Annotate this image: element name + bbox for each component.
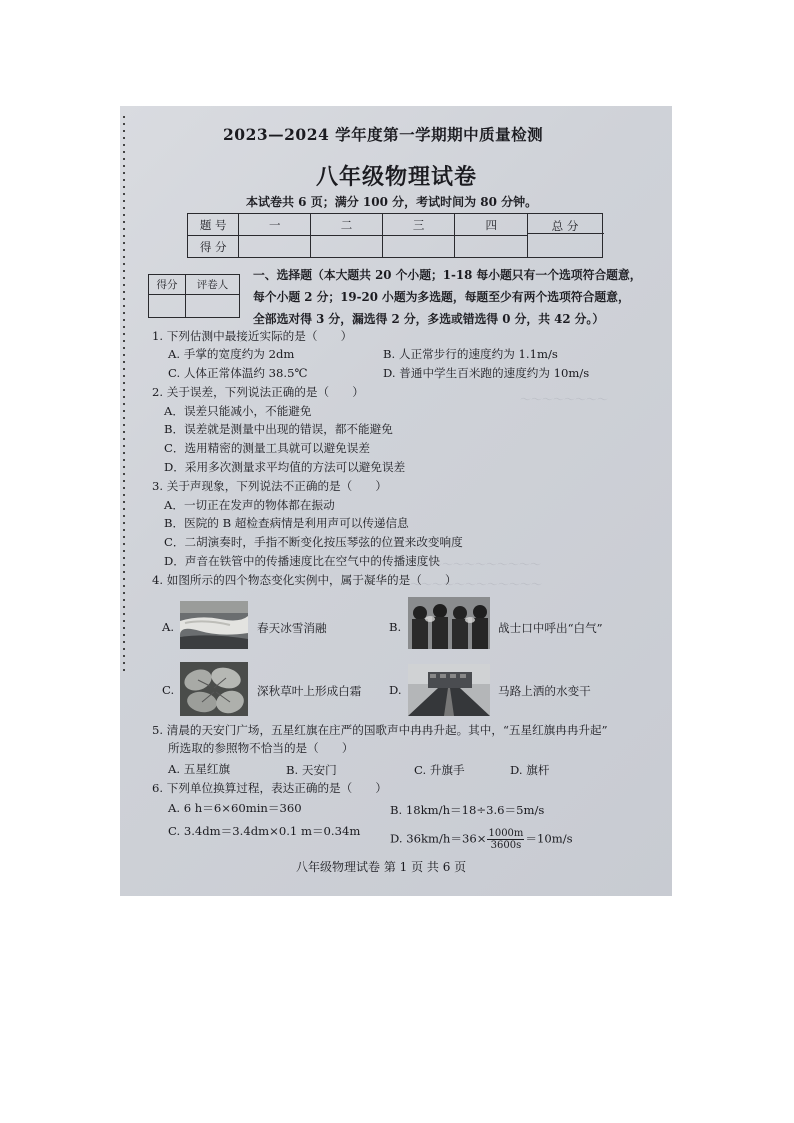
- frost-leaf-icon: [180, 662, 248, 716]
- exam-photo: [120, 106, 672, 896]
- q4-option-d-text: 马路上洒的水变干: [498, 684, 591, 698]
- q5-option-a: A. 五星红旗: [168, 762, 231, 776]
- q6-stem: 6. 下列单位换算过程，表达正确的是（ ）: [152, 781, 388, 795]
- frost-leaves-photo: [180, 662, 248, 716]
- q3-stem: 3. 关于声现象，下列说法不正确的是（ ）: [152, 479, 388, 493]
- section-instructions-2: 每个小题 2 分；19-20 小题为多选题，每题至少有两个选项符合题意，: [253, 290, 630, 304]
- wet-road-icon: [408, 664, 490, 716]
- q1-option-b: B. 人正常步行的速度约为 1.1m/s: [383, 347, 558, 361]
- q6-option-a: A. 6 h＝6×60min＝360: [168, 801, 302, 815]
- q3-option-b: B．医院的 B 超检查病情是利用声可以传递信息: [164, 516, 409, 530]
- q4-option-a-text: 春天冰雪消融: [257, 621, 327, 635]
- breath-steam-photo: [408, 597, 490, 649]
- q5-option-b: B. 天安门: [286, 763, 337, 777]
- q3-option-c: C．二胡演奏时，手指不断变化按压琴弦的位置来改变响度: [164, 535, 463, 549]
- binding-dots: [123, 116, 125, 676]
- melting-snow-photo: [180, 601, 248, 649]
- q6-option-b: B. 18km/h＝18÷3.6＝5m/s: [390, 803, 545, 817]
- q1-option-d: D. 普通中学生百米跑的速度约为 10m/s: [383, 366, 590, 380]
- score-header-cell: 一: [239, 214, 311, 236]
- q6-option-d-suffix: ＝10m/s: [525, 831, 573, 846]
- grader-label: 评卷人: [186, 275, 240, 295]
- score-table: [187, 213, 603, 258]
- section-instructions-3: 全部选对得 3 分，漏选得 2 分，多选或错选得 0 分，共 42 分。）: [253, 312, 605, 326]
- score-cell: [311, 236, 383, 258]
- bleed-through: ～～～～～～～～～～～～: [410, 578, 542, 591]
- q2-stem: 2. 关于误差，下列说法正确的是（ ）: [152, 385, 364, 399]
- grader-cell: [186, 295, 240, 318]
- q6-fraction: [487, 828, 524, 851]
- q3-option-d: D．声音在铁管中的传播速度比在空气中的传播速度快: [164, 554, 440, 568]
- score-header-cell: [528, 214, 603, 258]
- q2-option-a: A．误差只能减小，不能避免: [164, 404, 312, 418]
- q2-option-d: D．采用多次测量求平均值的方法可以避免误差: [164, 460, 406, 474]
- score-header-cell: 二: [311, 214, 383, 236]
- q6-option-d: [390, 828, 573, 851]
- exam-info: 本试卷共 6 页；满分 100 分，考试时间为 80 分钟。: [246, 195, 538, 209]
- score-header-cell: 三: [382, 214, 455, 236]
- score-cell: [239, 236, 311, 258]
- q4-option-d-letter: D.: [389, 683, 402, 697]
- exam-title: 2023—2024 学年度第一学期期中质量检测: [223, 125, 544, 144]
- soldiers-breath-icon: [408, 597, 490, 649]
- score-row-label: 得 分: [188, 236, 239, 258]
- melting-snow-icon: [180, 601, 248, 649]
- section-instructions-1: 一、选择题（本大题共 20 个小题；1-18 每小题只有一个选项符合题意，: [253, 268, 642, 282]
- q3-option-a: A．一切正在发声的物体都在振动: [164, 498, 335, 512]
- page-footer: 八年级物理试卷 第 1 页 共 6 页: [296, 860, 467, 874]
- bleed-through: ～～～～～～～～～～～: [420, 558, 541, 571]
- total-label: 总 分: [551, 218, 579, 233]
- fraction-denominator: 3600s: [490, 840, 522, 851]
- q2-option-c: C．选用精密的测量工具就可以避免误差: [164, 441, 370, 455]
- q1-option-c: C. 人体正常体温约 38.5℃: [168, 366, 308, 380]
- score-header-cell: 四: [455, 214, 528, 236]
- q2-option-b: B．误差就是测量中出现的错误，都不能避免: [164, 422, 393, 436]
- q5-option-d: D. 旗杆: [510, 763, 550, 777]
- total-divider: [528, 233, 604, 234]
- score-cell: [455, 236, 528, 258]
- q5-stem-line2: 所选取的参照物不恰当的是（ ）: [168, 741, 354, 755]
- bleed-through: ～～～～～～～～: [520, 393, 608, 406]
- q4-option-c-letter: C.: [162, 683, 175, 697]
- q1-option-a: A. 手掌的宽度约为 2dm: [168, 347, 295, 361]
- grader-box: [148, 274, 240, 318]
- q5-stem-line1: 5. 清晨的天安门广场，五星红旗在庄严的国歌声中冉冉升起。其中，“五星红旗冉冉升起”: [152, 723, 608, 737]
- q4-option-b-text: 战士口中呼出“白气”: [498, 621, 603, 635]
- q5-option-c: C. 升旗手: [414, 763, 465, 777]
- q6-option-d-prefix: D. 36km/h＝36×: [390, 831, 487, 846]
- score-header-cell: 题 号: [188, 214, 239, 236]
- grader-score-label: 得分: [149, 275, 186, 295]
- exam-subject: 八年级物理试卷: [316, 164, 478, 190]
- grader-score-cell: [149, 295, 186, 318]
- q4-stem: 4. 如图所示的四个物态变化实例中，属于凝华的是（ ）: [152, 573, 457, 587]
- q1-stem: 1. 下列估测中最接近实际的是（ ）: [152, 329, 353, 343]
- fraction-numerator: 1000m: [488, 828, 524, 839]
- q4-option-b-letter: B.: [389, 620, 402, 634]
- score-cell: [382, 236, 455, 258]
- wet-road-photo: [408, 664, 490, 716]
- q4-option-c-text: 深秋草叶上形成白霜: [257, 684, 362, 698]
- q4-option-a-letter: A.: [162, 620, 175, 634]
- q6-option-c: C. 3.4dm＝3.4dm×0.1 m＝0.34m: [168, 824, 361, 838]
